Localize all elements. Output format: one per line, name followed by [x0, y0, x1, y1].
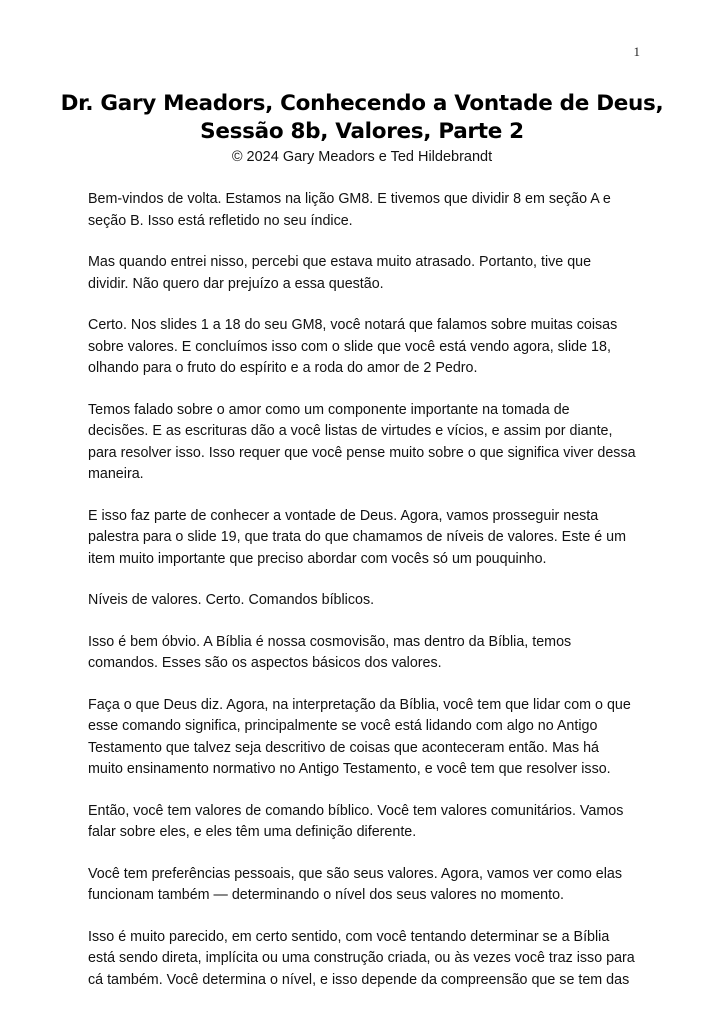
text-line: Então, você tem valores de comando bíblico. Você tem valores comunitários. Vamos [88, 802, 624, 819]
text-line: E isso faz parte de conhecer a vontade de Deus. Agora, vamos prosseguir nesta [88, 507, 599, 524]
text-line: comandos. Esses são os aspectos básicos dos valores. [88, 655, 442, 671]
paragraph-11 [88, 927, 638, 992]
text-line: Faça o que Deus diz. Agora, na interpretação da Bíblia, você tem que lidar com o que [88, 696, 631, 713]
document-title-line-1: Dr. Gary Meadors, Conhecendo a Vontade de Deus, [60, 91, 664, 116]
paragraph-8 [88, 695, 638, 781]
text-line: Níveis de valores. Certo. Comandos bíblicos. [88, 592, 375, 608]
paragraph-1 [88, 189, 638, 232]
text-line: item muito importante que preciso abordar com vocês só um pouquinho. [88, 550, 547, 567]
paragraph-2 [88, 252, 638, 295]
text-line: Bem-vindos de volta. Estamos na lição GM8. E tivemos que dividir 8 em seção A e [88, 191, 611, 207]
copyright-notice: © 2024 Gary Meadors e Ted Hildebrandt [231, 149, 493, 165]
text-line: está sendo direta, implícita ou uma construção criada, ou às vezes você traz isso para [88, 950, 635, 966]
paragraph-4 [88, 400, 638, 486]
paragraph-10 [88, 864, 638, 907]
paragraph-3 [88, 315, 638, 380]
text-line: Mas quando entrei nisso, percebi que estava muito atrasado. Portanto, tive que [88, 254, 592, 270]
text-line: palestra para o slide 19, que trata do que chamamos de níveis de valores. Este é um [88, 529, 627, 545]
text-line: Certo. Nos slides 1 a 18 do seu GM8, você notará que falamos sobre muitas coisas [88, 317, 618, 333]
paragraph-9 [88, 801, 638, 844]
text-line: decisões. E as escrituras dão a você listas de virtudes e vícios, e assim por diante, [88, 423, 613, 439]
text-line: cá também. Você determina o nível, e isso depende da compreensão que se tem das [88, 971, 630, 988]
text-line: falar sobre eles, e eles têm uma definição diferente. [88, 824, 417, 840]
text-line: olhando para o fruto do espírito e a roda do amor de 2 Pedro. [88, 360, 478, 376]
text-line: muito ensinamento normativo no Antigo Testamento, e você tem que resolver isso. [88, 761, 611, 777]
paragraph-5 [88, 506, 638, 571]
text-line: maneira. [88, 466, 144, 482]
text-line: Você tem preferências pessoais, que são seus valores. Agora, vamos ver como elas [88, 865, 623, 882]
text-line: sobre valores. E concluímos isso com o slide que você está vendo agora, slide 18, [88, 338, 611, 355]
text-line: Testamento que talvez seja descritivo de coisas que aconteceram então. Mas há [88, 739, 600, 756]
text-line: dividir. Não quero dar prejuízo a essa questão. [88, 275, 384, 292]
text-line: Temos falado sobre o amor como um componente importante na tomada de [88, 401, 570, 418]
text-line: Isso é bem óbvio. A Bíblia é nossa cosmovisão, mas dentro da Bíblia, temos [88, 633, 572, 650]
text-line: funcionam também — determinando o nível dos seus valores no momento. [88, 887, 565, 903]
paragraph-7 [88, 632, 638, 675]
document-header [60, 90, 664, 167]
paragraph-6 [88, 590, 638, 612]
page-number: 1 [633, 44, 640, 59]
text-line: seção B. Isso está refletido no seu índice. [88, 212, 353, 229]
text-line: esse comando significa, principalmente se você está lidando com algo no Antigo [88, 718, 598, 734]
text-line: para resolver isso. Isso requer que você pense muito sobre o que significa viver dessa [88, 444, 636, 461]
document-body [88, 189, 638, 1011]
document-title-line-2: Sessão 8b, Valores, Parte 2 [200, 119, 524, 144]
text-line: Isso é muito parecido, em certo sentido, com você tentando determinar se a Bíblia [88, 928, 610, 945]
